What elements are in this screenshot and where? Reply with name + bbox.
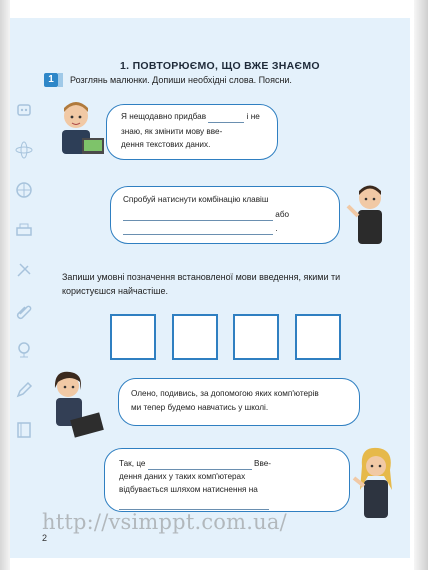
bubble2-line1: Спробуй натиснути комбінацію клавіш <box>123 195 269 204</box>
bubble4-text-after: Вве- <box>254 459 272 468</box>
atom-icon <box>14 140 34 160</box>
bubble4-line2: дення даних у таких комп'ютерах <box>119 472 246 481</box>
answer-box-2[interactable] <box>172 314 218 360</box>
bubble3-line2: ми тепер будемо навчатись у школі. <box>131 403 269 412</box>
section-heading: 1. ПОВТОРЮЄМО, ЩО ВЖЕ ЗНАЄМО <box>120 60 320 72</box>
page-number: 2 <box>42 533 48 543</box>
bubble1-text-after: і не <box>246 112 260 121</box>
bubble2-text-end: . <box>275 224 278 233</box>
task-number-badge: 1 <box>44 73 58 87</box>
answer-blank-5[interactable] <box>119 500 269 510</box>
bubble1-text-before: Я нещодавно придбав <box>121 112 207 121</box>
paperclip-icon <box>14 300 34 320</box>
robot-icon <box>14 100 34 120</box>
task-instruction: Розглянь малюнки. Допиши необхідні слова. Поясни. <box>70 75 292 85</box>
bubble1-line2: знаю, як змінити мову вве- <box>121 127 223 136</box>
boy-with-laptop-illustration <box>52 98 108 162</box>
instruction-text: Запиши умовні позначення встановленої мови введення, якими ти користуєшся найчастіше. <box>62 272 341 296</box>
printer-icon <box>14 220 34 240</box>
pencil-icon <box>14 380 34 400</box>
answer-box-1[interactable] <box>110 314 156 360</box>
task-badge-accent <box>58 73 63 87</box>
page-right-edge <box>414 0 428 570</box>
speech-bubble-3 <box>118 378 360 426</box>
boy-pointing-illustration <box>346 180 392 248</box>
globe-stand-icon <box>14 340 34 360</box>
answer-box-3[interactable] <box>233 314 279 360</box>
book-icon <box>14 420 34 440</box>
bubble1-line3: дення текстових даних. <box>121 140 211 149</box>
answer-blank-3[interactable] <box>123 225 273 235</box>
speech-bubble-2 <box>110 186 340 244</box>
bubble2-text-or: або <box>275 210 290 219</box>
speech-bubble-1 <box>106 104 278 160</box>
decorative-icon-strip <box>10 100 38 500</box>
girl-blonde-illustration <box>350 446 402 522</box>
watermark-url: http://vsimppt.com.ua/ <box>42 510 287 534</box>
bubble4-line3: відбувається шляхом натиснення на <box>119 485 258 494</box>
answer-box-4[interactable] <box>295 314 341 360</box>
globe-icon <box>14 180 34 200</box>
bubble4-text-before: Так, це <box>119 459 146 468</box>
answer-blank-4[interactable] <box>148 460 252 470</box>
page-left-edge <box>0 0 10 570</box>
speech-bubble-4 <box>104 448 350 512</box>
answer-blank-1[interactable] <box>208 113 244 123</box>
bubble3-line1: Олено, подивись, за допомогою яких комп'ютерів <box>131 389 319 398</box>
answer-blank-2[interactable] <box>123 211 273 221</box>
tools-icon <box>14 260 34 280</box>
girl-at-desk-illustration <box>44 370 106 440</box>
